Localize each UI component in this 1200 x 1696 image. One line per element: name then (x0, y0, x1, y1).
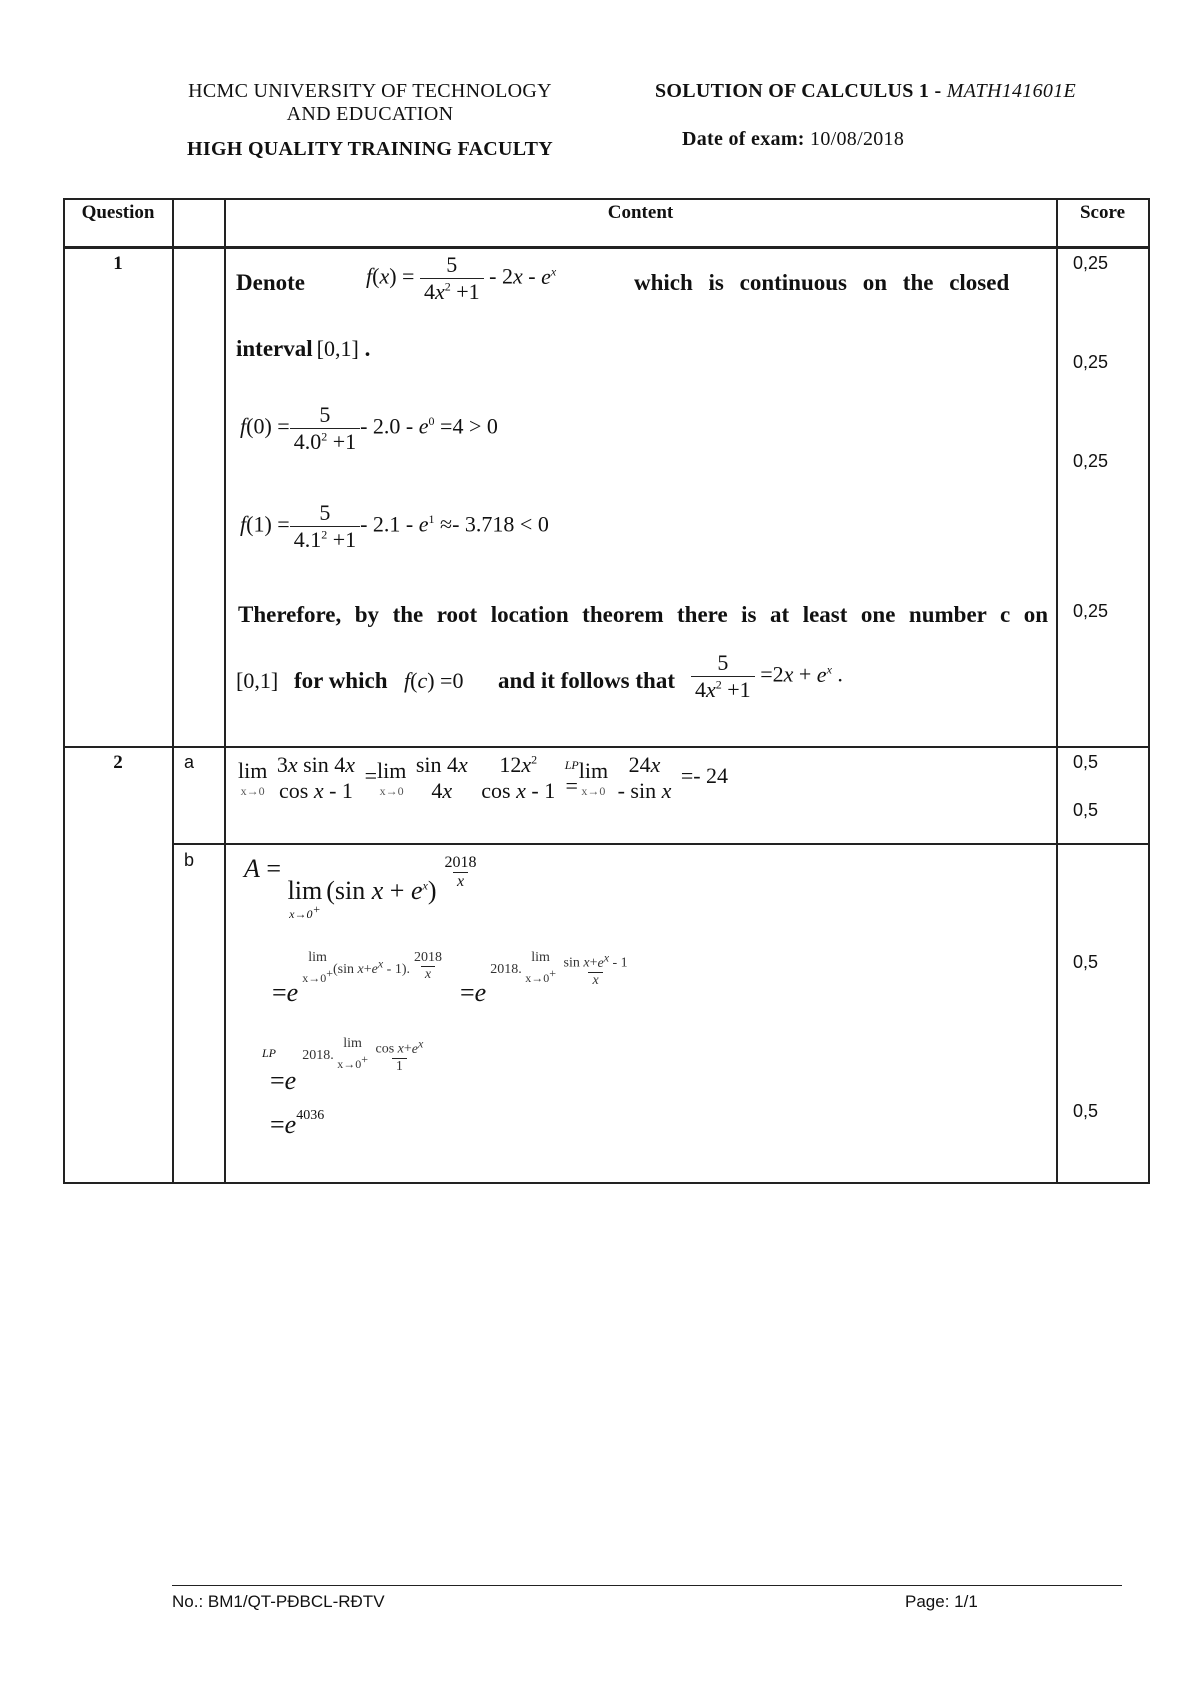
q1-interval-value-2: [0,1] (236, 668, 279, 693)
q2b-line-3: LP =e 2018. lim x→0+ $\frac{\cos x+e^x}{1}$ (262, 1036, 424, 1095)
date-value: 10/08/2018 (810, 128, 905, 150)
footer-doc-number: No.: BM1/QT-PĐBCL-RĐTV (172, 1592, 385, 1611)
q1-conclusion-text: Therefore, by the root location theorem there is at least one number c on (238, 602, 1048, 627)
table-border-left (63, 198, 65, 1183)
table-border-right (1148, 198, 1150, 1183)
table-col-divider-2 (224, 198, 226, 1183)
question-1-number: 1 (113, 253, 123, 274)
q1-score-3: 0,25 (1073, 451, 1109, 471)
q2b-score-1: 0,5 (1073, 952, 1099, 972)
q1-and-follows-text: and it follows that (498, 668, 675, 693)
q1-final-equation: $\frac{5}{4x^2 +1}$ $=2x + e^x$ . (691, 650, 843, 703)
date-label: Date of exam: (682, 128, 811, 150)
table-row-divider-1 (63, 746, 1150, 748)
header-content: Content (607, 202, 674, 223)
table-col-divider-3 (1056, 198, 1058, 1183)
university-line-1: HCMC UNIVERSITY OF TECHNOLOGY (188, 80, 552, 102)
faculty-name: HIGH QUALITY TRAINING FACULTY (187, 138, 553, 160)
q2b-score-2: 0,5 (1073, 1101, 1099, 1121)
solution-title (655, 80, 1076, 103)
university-name (150, 80, 590, 126)
q1-continuous-text: which is continuous on the closed (634, 270, 1010, 295)
table-border-bottom (63, 1182, 1150, 1184)
q1-interval-value: [0,1] (316, 336, 359, 361)
q1-conclusion-line-2 (236, 650, 1056, 710)
header-score: Score (1079, 202, 1126, 223)
table-col-divider-1 (172, 198, 174, 1183)
q1-score-4: 0,25 (1073, 601, 1109, 621)
q1-function-definition: f(x) = $\frac{5}{4x^2 +1}$ - $2x - e^x$ (366, 252, 557, 304)
question-2-number: 2 (113, 752, 123, 773)
q2a-score-2: 0,5 (1073, 800, 1099, 820)
q2b-line-2: =e lim x→0+ (sin $x+e^x - 1$). $\frac{2018}{x}$ =e 2018. lim x→0+ $\frac{\sin x+e^x - 1}{x}$ (272, 950, 628, 1007)
q2-part-b-label: b (184, 850, 195, 870)
q1-root-equation: f(c) =0 (404, 668, 464, 693)
table-border-top (63, 198, 1150, 200)
q1-f-at-1: f(1) = $\frac{5}{4.1^2 +1}$ - $2.1 - e^1 \approx- 3.718 < 0$ (240, 500, 549, 552)
course-code: MATH141601E (946, 80, 1077, 102)
q2-part-a-label: a (184, 752, 195, 772)
q2b-line-1: A = lim x→0+ (sin $x + e^x$) $\frac{2018}{x}$ (244, 854, 477, 921)
q1-denote-text: Denote (236, 270, 305, 295)
table-row-divider-2 (172, 843, 1150, 845)
footer-divider (172, 1585, 1122, 1586)
q1-f-at-0: f(0) = $\frac{5}{4.0^2 +1}$ - $2.0 - e^0 =4 > 0$ (240, 402, 498, 454)
q1-score-1: 0,25 (1073, 253, 1109, 273)
table-header-divider-2 (63, 248, 1150, 249)
q1-interval-label: interval (236, 336, 313, 361)
university-line-2: AND EDUCATION (286, 103, 454, 125)
footer-page-number: Page: 1/1 (905, 1592, 978, 1611)
q1-score-2: 0,25 (1073, 352, 1109, 372)
q2a-score-1: 0,5 (1073, 752, 1099, 772)
q2a-limit-computation: lim x→0 3x sin 4x cos x - 1 = lim x→0 sin 4x 4x $12x^2$ cos x - 1 LP = lim x→0 24x - sin x =- 24 (238, 752, 729, 803)
q1-interval-line: interval [0,1] . (236, 336, 371, 361)
solution-title-text: SOLUTION OF CALCULUS 1 - (655, 80, 947, 102)
q1-for-which-text: for which (294, 668, 388, 693)
q2b-line-4: =e4036 (270, 1108, 325, 1139)
exam-date (682, 128, 904, 151)
header-question: Question (81, 202, 155, 223)
